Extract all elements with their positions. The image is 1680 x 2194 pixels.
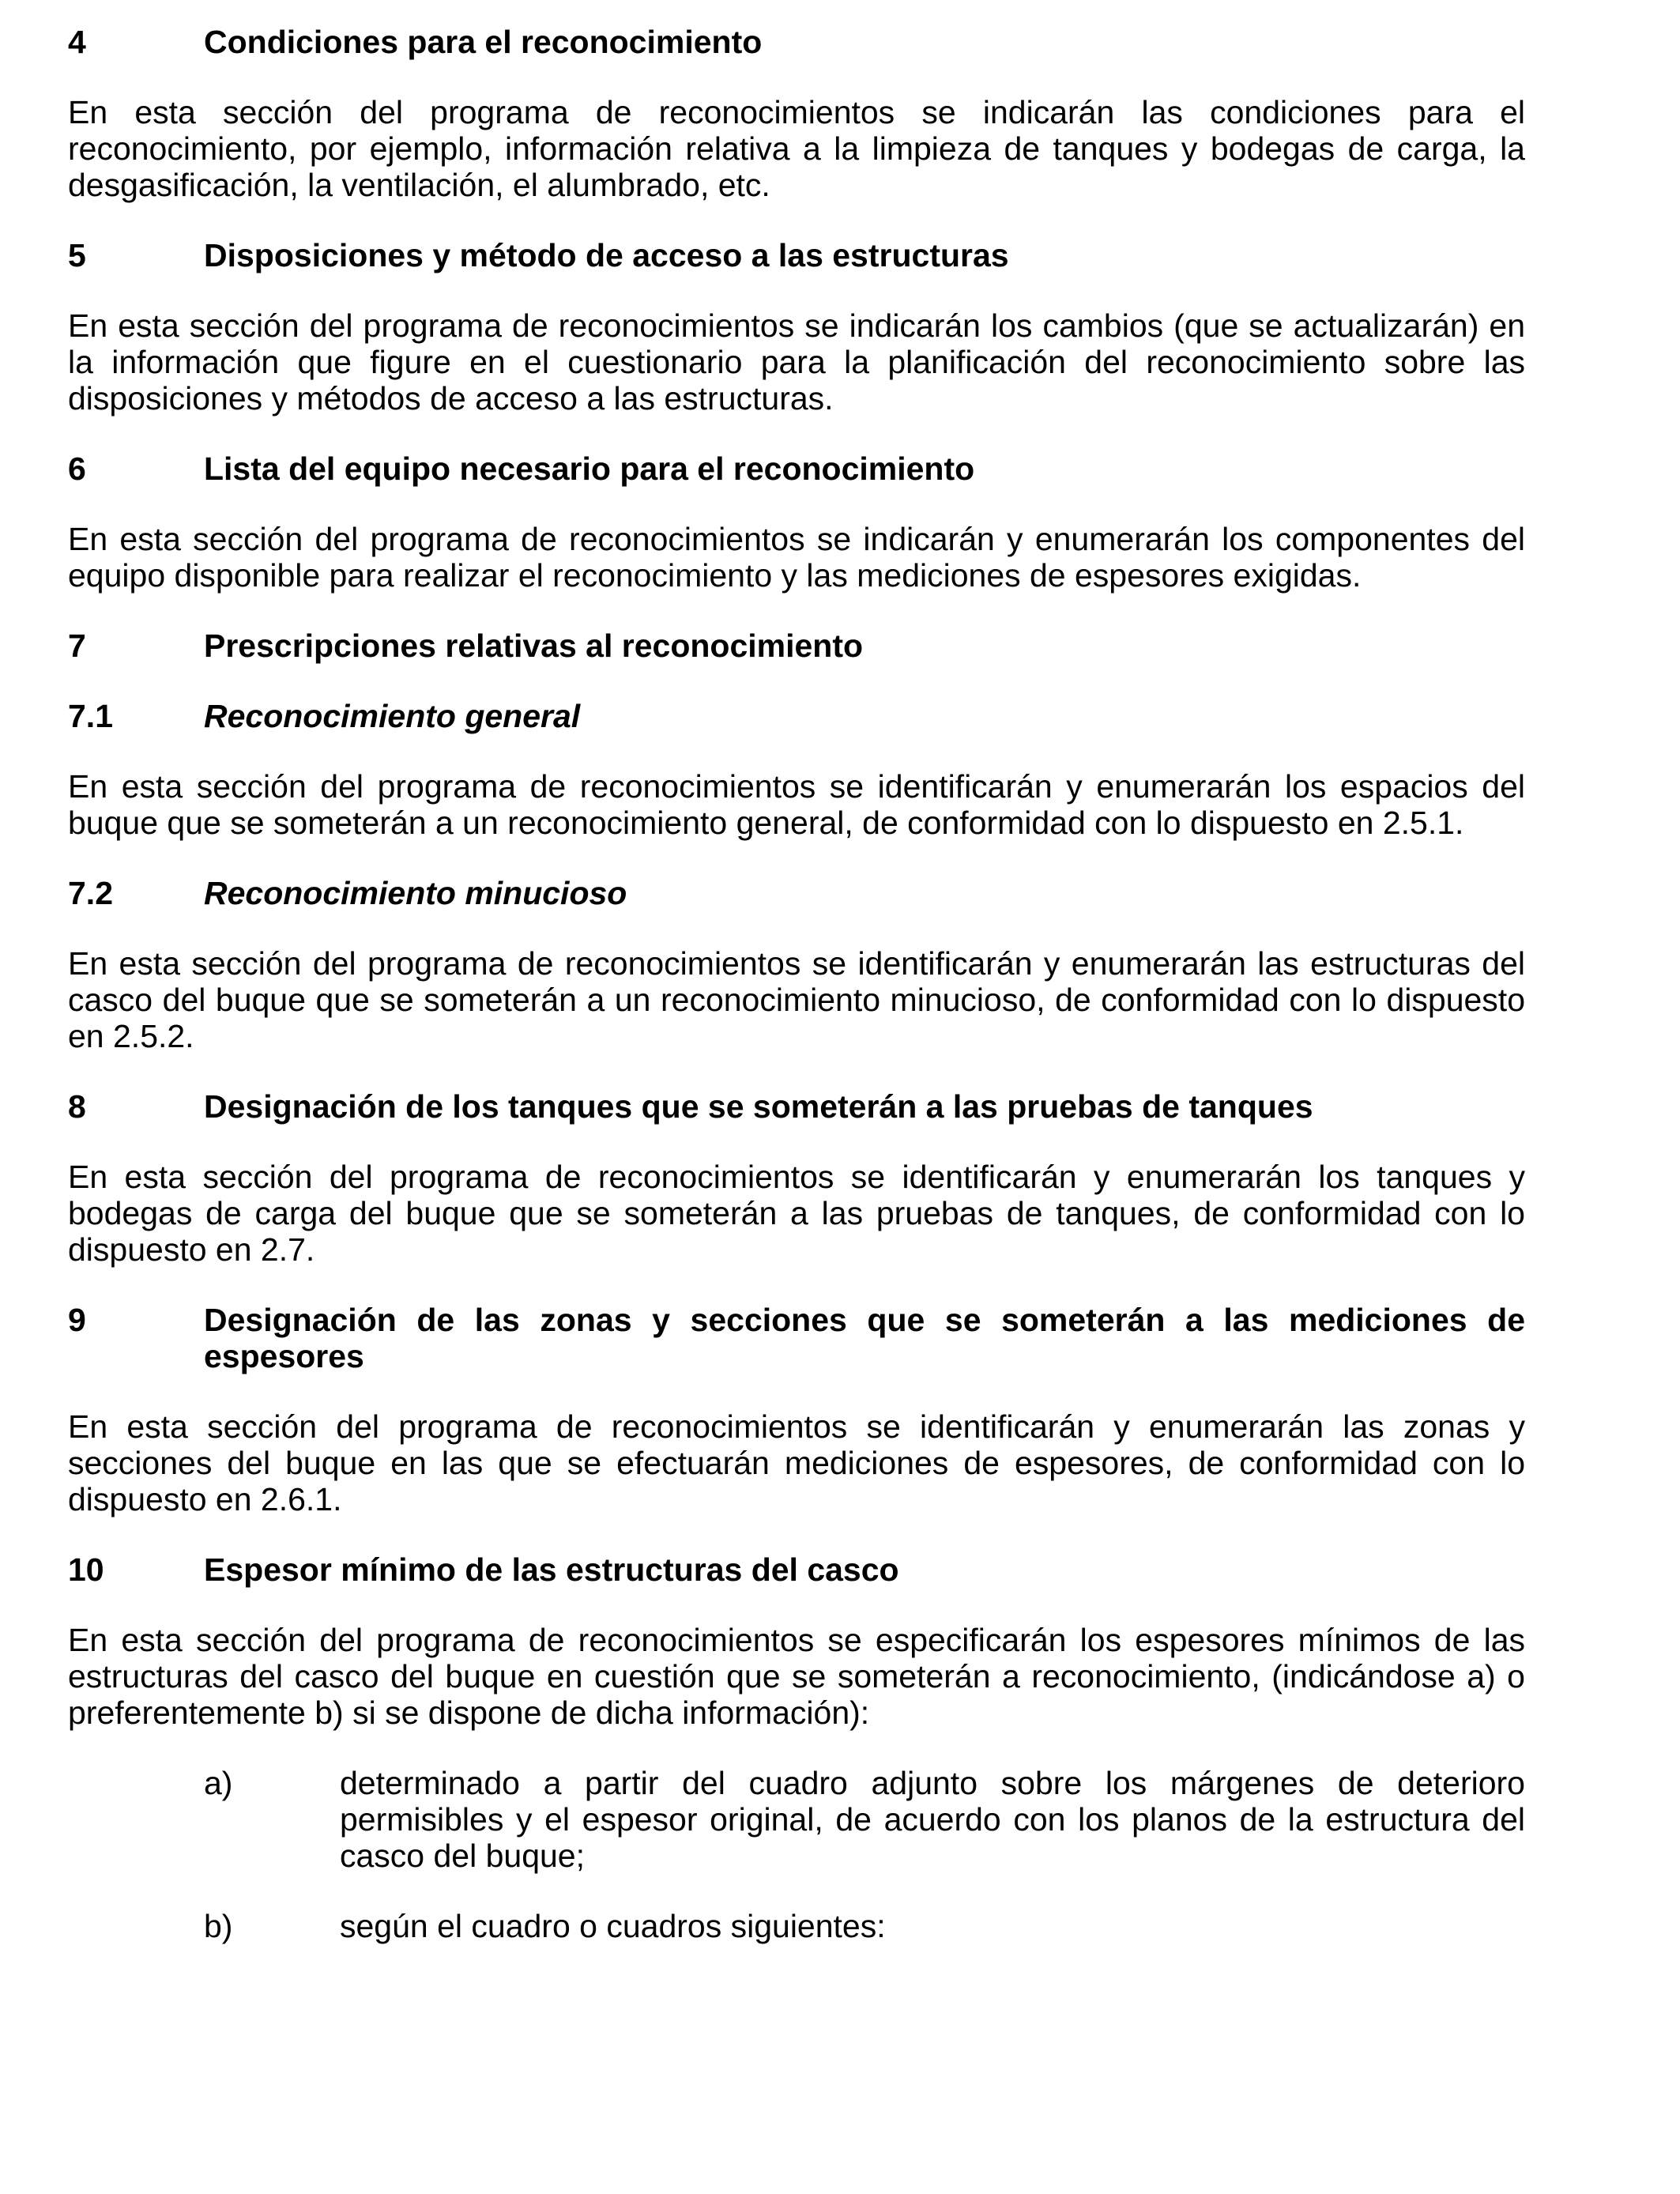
section-number: 8: [68, 1088, 86, 1125]
section-number: 5: [68, 237, 86, 273]
subsection-heading: [68, 698, 1525, 734]
section-body: En esta sección del programa de reconocimientos se identificarán y enumerarán los tanques y bodegas de carga del buque que se someterán a las pruebas de tanques, de conformidad con lo dispuesto en 2.7.: [68, 1159, 1525, 1268]
list-item: [204, 1908, 1525, 1944]
section-number: 7: [68, 628, 86, 664]
section-number: 4: [68, 24, 86, 60]
section-heading: [68, 24, 1525, 60]
section-heading: [68, 237, 1525, 273]
section-body: En esta sección del programa de reconocimientos se indicarán los cambios (que se actualizarán) en la información que figure en el cuestionario para la planificación del reconocimiento sobre las disposiciones y métodos de acceso a las estructuras.: [68, 307, 1525, 417]
section-title: Prescripciones relativas al reconocimiento: [204, 628, 864, 664]
section-heading: [68, 1551, 1525, 1588]
section-body: En esta sección del programa de reconocimientos se identificarán y enumerarán las estructuras del casco del buque que se someterán a un reconocimiento minucioso, de conformidad con lo dispuesto en 2.5.2.: [68, 945, 1525, 1054]
section-number: 10: [68, 1551, 104, 1588]
section-body: En esta sección del programa de reconocimientos se identificarán y enumerarán las zonas y secciones del buque en las que se efectuarán mediciones de espesores, de conformidad con lo dispuesto en 2.6.1.: [68, 1408, 1525, 1517]
section-body: En esta sección del programa de reconocimientos se indicarán las condiciones para el reconocimiento, por ejemplo, información relativa a la limpieza de tanques y bodegas de carga, la desgasificación, la ventilación, el alumbrado, etc.: [68, 94, 1525, 203]
list-marker: b): [204, 1908, 233, 1944]
section-body: En esta sección del programa de reconocimientos se identificarán y enumerarán los espacios del buque que se someterán a un reconocimiento general, de conformidad con lo dispuesto en 2.5.1.: [68, 768, 1525, 841]
section-title: Disposiciones y método de acceso a las estructuras: [204, 237, 1009, 273]
section-heading: [68, 1088, 1525, 1125]
section-number: 7.2: [68, 875, 113, 911]
subsection-heading: [68, 875, 1525, 911]
section-title: Espesor mínimo de las estructuras del casco: [204, 1551, 899, 1588]
section-number: 7.1: [68, 698, 113, 734]
list-marker: a): [204, 1765, 233, 1801]
section-body: En esta sección del programa de reconocimientos se especificarán los espesores mínimos de las estructuras del casco del buque en cuestión que se someterán a reconocimiento, (indicándose a) o preferentemente b) si se dispone de dicha información):: [68, 1622, 1525, 1731]
section-heading: [68, 450, 1525, 487]
list-item: [204, 1765, 1525, 1874]
section-title: Reconocimiento minucioso: [204, 875, 627, 911]
section-title: Designación de las zonas y secciones que se someterán a las mediciones de espesores: [204, 1302, 1525, 1374]
section-heading: [68, 1302, 1525, 1374]
document-page: [68, 24, 1525, 1944]
section-heading: [68, 628, 1525, 664]
list-text: determinado a partir del cuadro adjunto sobre los márgenes de deterioro permisibles y el espesor original, de acuerdo con los planos de la estructura del casco del buque;: [340, 1765, 1525, 1874]
section-title: Designación de los tanques que se someterán a las pruebas de tanques: [204, 1088, 1313, 1125]
section-title: Lista del equipo necesario para el reconocimiento: [204, 450, 975, 487]
section-body: En esta sección del programa de reconocimientos se indicarán y enumerarán los componentes del equipo disponible para realizar el reconocimiento y las mediciones de espesores exigidas.: [68, 521, 1525, 594]
section-number: 6: [68, 450, 86, 487]
section-title: Reconocimiento general: [204, 698, 581, 734]
section-title: Condiciones para el reconocimiento: [204, 24, 763, 60]
section-number: 9: [68, 1302, 86, 1338]
list-text: según el cuadro o cuadros siguientes:: [340, 1908, 886, 1944]
